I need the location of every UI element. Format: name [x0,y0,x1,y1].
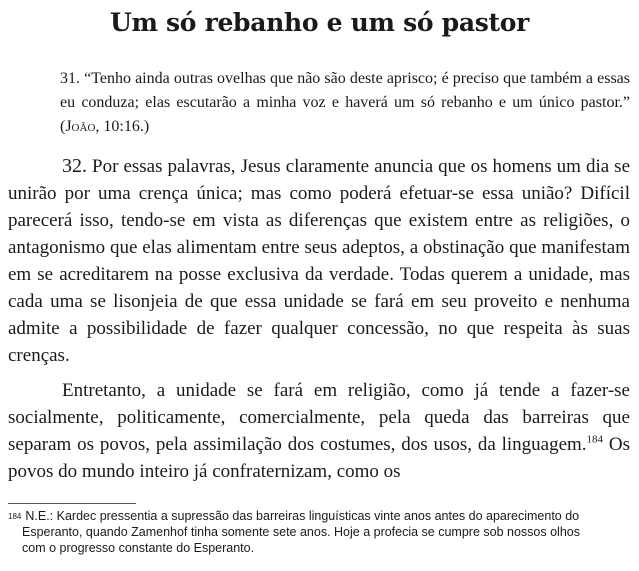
paragraph-text-before-note: Entretanto, a unidade se fará em religião, como já tende a fazer-se socialmente, politicamente, comercialmente, pela queda das barreiras que separam os povos, pela assimilação dos costumes, dos usos, da linguagem. [8,380,630,455]
footnote-text-1: N.E.: Kardec pressentia a supressão das barreiras linguísticas vinte anos antes do aparecimento do [25,509,580,523]
paragraph-number: 32. [62,155,87,177]
footnote-reference[interactable]: 184 [586,433,604,446]
chapter-title: Um só rebanho e um só pastor [109,8,530,37]
quote-reference-open: ( [60,118,66,135]
quote-reference-verse: , 10:16.) [95,118,150,135]
scripture-quote [60,67,630,139]
paragraph-continuation [8,377,630,485]
paragraph-32 [8,153,630,369]
paragraph-text: Por essas palavras, Jesus claramente anuncia que os homens um dia se unirão por uma crença única; mas como poderá efetuar-se essa união? Difícil parecerá isso, tendo-se em vista as diferenças que existem entre as religiões, o antagonismo que elas alimentam entre seus adeptos, a obstinação que manifestam em se acreditarem na posse exclusiva da verdade. Todas querem a unidade, mas cada uma se lisonjeia de que essa unidade se fará em seu proveito e nenhuma admite a possibilidade de fazer qualquer concessão, no que respeita às suas crenças. [8,156,631,366]
quote-number: 31. [60,70,80,87]
footnote-divider [8,503,136,504]
footnote [8,508,634,556]
quote-text: “Tenho ainda outras ovelhas que não são deste aprisco; é preciso que também a essas eu conduza; elas escutarão a minha voz e haverá um só rebanho e um único pastor.” [60,70,631,111]
footnote-line-2: Esperanto, quando Zamenhof tinha somente sete anos. Hoje a profecia se cumpre sob nossos olhos [22,525,580,539]
footnote-line-3: com o progresso constante do Esperanto. [22,541,255,555]
footnote-number: 184 [8,512,22,521]
footnote-line-1 [8,508,634,524]
quote-reference-book: João [65,118,96,135]
paragraph-text-after-note: Os povos do mundo inteiro já confraternizam, como os [8,434,630,482]
